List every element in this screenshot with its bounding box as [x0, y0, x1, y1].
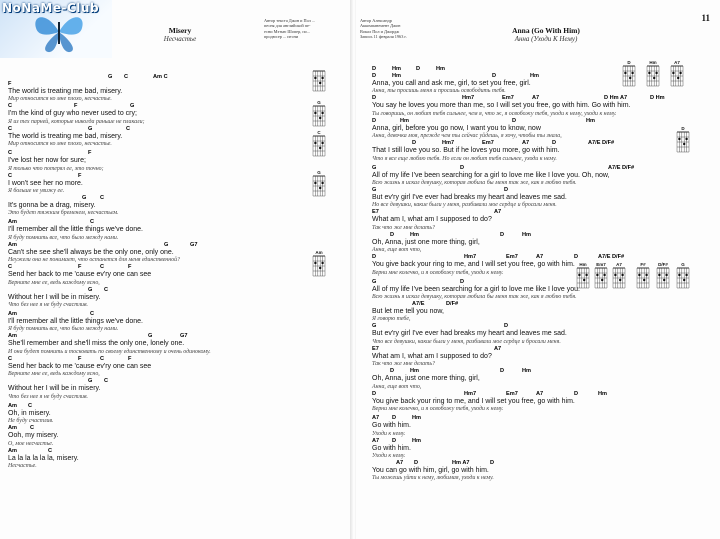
chord-label: C — [100, 195, 105, 202]
chord-diagram-label: Am — [315, 250, 323, 255]
chord-label: Hm7 — [464, 254, 477, 261]
fretboard-grid — [576, 267, 590, 289]
chord-label: Am — [8, 311, 18, 318]
fretboard-grid — [312, 135, 326, 157]
chord-row — [372, 323, 672, 330]
lyric-line-en: That I still love you so. But if he loves you more, go with him. — [372, 147, 560, 155]
chord-label: F — [78, 355, 82, 362]
chord-label: C — [48, 447, 53, 454]
chord-row — [8, 264, 298, 271]
lyric-line-en: But let me tell you now, — [372, 308, 444, 316]
chord-row — [8, 425, 298, 432]
chord-label: Hm — [586, 117, 596, 124]
lyric-line-ru: О, мое несчастье. — [8, 440, 54, 447]
chord-diagram — [676, 262, 690, 294]
chord-label: Am — [8, 402, 18, 409]
chord-label: Hm — [392, 73, 402, 79]
chord-label: Em7 — [502, 95, 514, 102]
right-credits — [360, 18, 407, 40]
chord-label: A7 — [396, 459, 404, 466]
lyric-line-ru: Что я все еще люблю тебя. Но если он любит тебя сильнее, уходи к нему. — [372, 155, 557, 162]
chord-diagram — [312, 130, 326, 162]
chord-diagram — [636, 262, 650, 294]
lyric-line-en: I'll remember all the little things we've done. — [8, 318, 143, 326]
chord-label: G — [372, 164, 377, 171]
lyric-line-ru: Ты можешь уйти к нему, любимая, уходи к нему. — [372, 475, 494, 482]
chord-label: G7 — [190, 241, 198, 248]
chord-label: A7/E — [412, 301, 425, 308]
chord-label: D — [372, 117, 377, 124]
chord-diagram-label: G — [317, 170, 321, 175]
chord-diagram — [676, 126, 690, 158]
chord-label: C — [90, 219, 95, 226]
chord-diagram — [656, 262, 670, 294]
chord-label: A7/E D/F# — [608, 164, 635, 171]
credit-line: Запись 11 февраля 1963 г. — [360, 34, 407, 40]
chord-row — [8, 242, 298, 249]
chord-label: D Hm — [650, 95, 665, 102]
lyric-line-en: You can go with him, girl, go with him. — [372, 466, 489, 474]
site-logo[interactable] — [0, 0, 112, 58]
chord-label: C — [30, 425, 35, 432]
chord-diagram-label: D — [627, 60, 631, 65]
lyric-line-en: Can't she see she'll always be the only one, only one. — [8, 248, 174, 256]
stanza-gap — [372, 482, 672, 484]
lyric-line-en: All of my life I've been searching for a girl to love me like I love you. — [372, 285, 580, 293]
lyric-line-ru: Мир относится ко мне плохо, несчастье. — [8, 141, 112, 148]
chord-label: C — [28, 402, 33, 409]
fretboard-grid — [622, 65, 636, 87]
chord-label: D — [512, 117, 517, 124]
lyric-line-ru: Анна, еще вот что, — [372, 247, 422, 254]
chord-label: D — [372, 66, 377, 72]
chord-diagram — [646, 60, 660, 92]
chord-label: C — [8, 355, 13, 362]
lyric-line-ru: Неужели она не понимает, что останется для меня единственной? — [8, 257, 180, 264]
chord-label: C — [8, 103, 13, 110]
credit-line: Автор Александр — [360, 18, 392, 23]
butterfly-icon — [30, 8, 88, 56]
chord-label: G — [372, 323, 377, 330]
lyric-line-ru: Уходи к нему. — [372, 452, 406, 459]
chord-label: A7 — [372, 437, 380, 444]
chord-row — [8, 403, 298, 410]
credit-line: песня для английской пе- — [264, 23, 311, 29]
chord-diagram — [670, 60, 684, 92]
lyric-line-ru: Что без нее я не буду счастлив. — [8, 302, 89, 309]
chord-label: D — [574, 254, 579, 261]
lyric-line-ru: Мир относится ко мне плохо, несчастье. — [8, 96, 112, 103]
lyric-line-ru: Так что же мне делать? — [372, 224, 435, 231]
chord-label: G — [148, 333, 153, 340]
chord-row — [372, 368, 672, 375]
chord-row — [8, 103, 298, 110]
chord-row — [8, 74, 298, 81]
chord-label: C — [126, 125, 131, 132]
chord-diagram-label: A7 — [674, 60, 680, 65]
chord-label: Hm — [530, 73, 540, 79]
chord-label: D — [460, 278, 465, 285]
lyric-line-ru: Анна, девочка моя, прежде чем ты сейчас уйдешь, я хочу, чтобы ты знала, — [372, 133, 562, 140]
chord-label: G — [82, 195, 87, 202]
chord-label: G — [130, 103, 135, 110]
logo-text: NoNaMe-Club — [2, 1, 100, 15]
chord-label: A7/E D/F# — [598, 254, 625, 261]
chord-label: F — [128, 264, 132, 271]
lyric-line-ru: Я буду помнить все, что было между нами. — [8, 234, 119, 241]
chord-row — [8, 356, 298, 363]
lyric-line-ru: Я больше не увижу ее. — [8, 188, 65, 195]
lyric-line-en: I'm the kind of guy who never used to cry; — [8, 110, 137, 118]
chord-row — [372, 301, 672, 308]
fretboard-grid — [676, 267, 690, 289]
chord-label: Hm A7 — [452, 459, 470, 466]
lyric-line-ru: Что все девушки, какие были у меня, разбивали мое сердце и бросали меня. — [372, 338, 561, 345]
chord-row — [8, 81, 298, 88]
chord-label: Hm — [392, 66, 402, 72]
chord-label: D — [390, 231, 395, 238]
lyric-line-en: I won't see her no more. — [8, 179, 83, 187]
chord-label: Hm — [412, 415, 422, 422]
lyric-line-en: But ev'ry girl I've ever had breaks my heart and leaves me sad. — [372, 194, 567, 202]
chord-label: A7 — [536, 254, 544, 261]
chord-row — [372, 346, 672, 353]
chord-label: Hm7 — [462, 95, 475, 102]
chord-label: Em7 — [506, 390, 518, 397]
lyric-line-ru: Ты говоришь, он любит тебя сильнее, чем я, что ж, я освобожу тебя, уходи к нему, уходи к нему. — [372, 110, 617, 117]
chord-row — [372, 118, 672, 125]
fretboard-grid — [676, 131, 690, 153]
chord-diagram-label: Hm — [579, 262, 587, 267]
chord-row — [8, 150, 298, 157]
chord-label: F — [128, 355, 132, 362]
lyric-line-en: All of my life I've been searching for a girl to love me like I love you. Oh, now, — [372, 171, 610, 179]
lyric-line-ru: Так что же мне делать? — [372, 361, 435, 368]
chord-label: A7/E D/F# — [588, 140, 615, 147]
lyric-line-en: I've lost her now for sure; — [8, 157, 86, 165]
chord-diagram-label: A7 — [616, 262, 622, 267]
chord-diagram-label: F# — [640, 262, 646, 267]
chord-label: F — [74, 103, 78, 110]
chord-diagram — [312, 250, 326, 282]
chord-label: D — [390, 368, 395, 375]
lyric-line-en: Send her back to me 'cause ev'ry one can see — [8, 271, 152, 279]
chord-label: A7 — [494, 209, 502, 216]
lyric-line-ru: Уходи к нему. — [372, 430, 406, 437]
chord-label: G — [372, 187, 377, 194]
chord-row — [372, 187, 672, 194]
chord-label: Em7 — [482, 140, 494, 147]
lyric-line-en: Send her back to me 'cause ev'ry one can see — [8, 362, 152, 370]
chord-label: C — [8, 150, 13, 157]
chord-label: D — [412, 140, 417, 147]
lyric-line-ru: Я из тех парней, которые никогда раньше не плакали; — [8, 118, 145, 125]
chord-label: G7 — [180, 333, 188, 340]
left-credits — [264, 18, 315, 40]
chord-diagram-label: D — [681, 126, 685, 131]
chord-label: D — [500, 368, 505, 375]
chord-label: Hm7 — [464, 390, 477, 397]
lyric-line-en: What am I, what am I supposed to do? — [372, 216, 492, 224]
chord-label: Am — [8, 333, 18, 340]
page-number: 11 — [701, 13, 710, 23]
credit-line: продюсер ... песни — [264, 34, 299, 40]
chord-label: C — [90, 311, 95, 318]
fretboard-grid — [312, 255, 326, 277]
chord-label: A7 — [372, 415, 380, 422]
song-title-en: Anna (Go With Him) — [512, 26, 580, 35]
chord-diagram — [622, 60, 636, 92]
lyric-line-en: Oh, in misery. — [8, 409, 51, 417]
chord-label: D — [392, 437, 397, 444]
chord-label: D — [574, 390, 579, 397]
chord-label: D — [552, 140, 557, 147]
chord-label: Em7 — [506, 254, 518, 261]
lyric-line-ru: Верни мне колечко, и я освобожу тебя, уходи к нему. — [372, 269, 504, 276]
chord-row — [8, 287, 298, 294]
chord-label: Hm — [522, 368, 532, 375]
song-title-ru: Анна (Уходи К Нему) — [514, 35, 578, 43]
chord-label: A7 — [532, 95, 540, 102]
chord-label: C — [104, 378, 109, 385]
fretboard-grid — [594, 267, 608, 289]
chord-label: D Hm A7 — [604, 95, 628, 102]
chord-label: D — [490, 459, 495, 466]
lyric-line-en: You give back your ring to me, and I will set you free, go with him. — [372, 261, 575, 269]
chord-row — [372, 165, 672, 172]
chord-row — [8, 311, 298, 318]
lyric-line-en: I'll remember all the little things we've done. — [8, 226, 143, 234]
fretboard-grid — [670, 65, 684, 87]
chord-label: E7 — [372, 209, 379, 216]
credit-line: Аккомпанемент Джон — [360, 23, 401, 29]
left-song-title — [130, 26, 230, 43]
chord-label: D — [416, 66, 421, 72]
lyric-line-en: Anna, you call and ask me, girl, to set you free, girl. — [372, 80, 531, 87]
chord-label: G — [88, 125, 93, 132]
right-lyrics — [372, 66, 672, 484]
lyric-line-ru: Не буду счастлив. — [8, 418, 54, 425]
right-song-title — [476, 26, 616, 43]
chord-label: Hm — [598, 390, 608, 397]
lyric-line-en: La la la la la la, misery. — [8, 454, 79, 462]
chord-row — [372, 232, 672, 239]
chord-label: C — [8, 172, 13, 179]
chord-label: Hm — [410, 368, 420, 375]
lyric-line-en: You give back your ring to me, and I will set you free, go with him. — [372, 397, 575, 405]
chord-row — [372, 415, 672, 422]
fretboard-grid — [636, 267, 650, 289]
chord-label: Am — [8, 425, 18, 432]
chord-label: D — [460, 164, 465, 171]
chord-label: D — [372, 390, 377, 397]
chord-label: F — [78, 172, 82, 179]
chord-label: D — [414, 459, 419, 466]
chord-label: D/F# — [446, 301, 459, 308]
chord-diagram-label: C — [317, 130, 321, 135]
chord-label: D — [372, 95, 377, 102]
lyric-line-en: Oh, Anna, just one more thing, girl, — [372, 238, 480, 246]
lyric-line-ru: Это будет тяжким бременем, несчастьем. — [8, 210, 119, 217]
lyric-line-ru: Анна, ты просишь меня и просишь освободить тебя. — [372, 88, 506, 95]
chord-diagram — [312, 70, 326, 97]
chord-label: Hm — [412, 437, 422, 444]
chord-label: A7 — [494, 345, 502, 352]
lyric-line-en: What am I, what am I supposed to do? — [372, 352, 492, 360]
chord-diagram-label: G — [317, 100, 321, 105]
left-lyrics — [8, 74, 298, 472]
credit-line: есни Мэтью Шопер, по... — [264, 28, 311, 34]
chord-diagram-label: D/F# — [658, 262, 668, 267]
lyric-line-ru: Всю жизнь я искал девушку, которая любила бы меня так же, как я люблю тебя. — [372, 180, 577, 187]
lyric-line-en: Ooh, my misery. — [8, 432, 59, 440]
chord-row — [8, 333, 298, 340]
lyric-line-ru: И она будет помнить и тосковать по своему единственному и очень одинокому. — [8, 348, 211, 355]
lyric-line-en: Without her I will be in misery. — [8, 293, 101, 301]
lyric-line-ru: Анна, еще вот что, — [372, 383, 422, 390]
chord-label: Hm — [410, 231, 420, 238]
lyric-line-en: The world is treating me bad, misery. — [8, 88, 123, 95]
lyric-line-ru: Я буду помнить все, что было между нами. — [8, 326, 119, 333]
chord-row — [372, 209, 672, 216]
lyric-line-ru: Верните мне ее, ведь каждому ясно, — [8, 371, 100, 378]
stanza-gap — [8, 470, 298, 472]
chord-row — [8, 126, 298, 133]
chord-label: Hm — [400, 117, 410, 124]
chord-label: Am — [8, 241, 18, 248]
chord-label: C — [100, 264, 105, 271]
lyric-line-en: Go with him. — [372, 444, 411, 452]
chord-row — [372, 254, 672, 261]
chord-label: G — [372, 278, 377, 285]
chord-diagram-label: Hm — [649, 60, 657, 65]
chord-label: E7 — [372, 345, 379, 352]
chord-label: Am C — [153, 74, 168, 80]
lyric-line-en: Without her I will be in misery. — [8, 385, 101, 393]
lyric-line-en: It's gonna be a drag, misery. — [8, 202, 96, 210]
chord-row — [8, 195, 298, 202]
chord-label: D — [372, 254, 377, 261]
lyric-line-ru: Я говорю тебе, — [372, 316, 411, 323]
chord-label: C — [104, 286, 109, 293]
chord-label: Hm — [436, 66, 446, 72]
chord-diagram-label: G — [681, 262, 685, 267]
chord-label: Hm — [522, 231, 532, 238]
chord-label: D — [504, 187, 509, 194]
song-title-en: Misery — [168, 26, 192, 35]
song-title-ru: Несчастье — [163, 35, 197, 43]
chord-diagram — [594, 262, 608, 294]
lyric-line-ru: Я только что потерял ее, это точно; — [8, 165, 104, 172]
fretboard-grid — [612, 267, 626, 289]
left-page — [0, 0, 352, 539]
chord-row — [8, 219, 298, 226]
lyric-line-en: Anna, girl, before you go now, I want you to know, now — [372, 124, 541, 132]
fretboard-grid — [312, 105, 326, 127]
chord-label: D — [492, 73, 497, 79]
chord-label: D — [372, 73, 377, 79]
chord-label: G — [108, 74, 113, 80]
chord-label: Am — [8, 219, 18, 226]
chord-label: C — [124, 74, 129, 80]
chord-label: D — [500, 231, 505, 238]
chord-label: F — [88, 150, 92, 157]
chord-label: C — [8, 125, 13, 132]
lyric-line-en: Oh, Anna, just one more thing, girl, — [372, 375, 480, 383]
chord-label: G — [88, 286, 93, 293]
lyric-line-ru: Но все девушки, какие были у меня, разбивали мое сердце и бросали меня. — [372, 202, 557, 209]
chord-row — [8, 378, 298, 385]
chord-label: G — [88, 378, 93, 385]
chord-label: Hm7 — [442, 140, 455, 147]
chord-label: C — [100, 355, 105, 362]
chord-row — [372, 279, 672, 286]
credit-line: Автор текста Джон и Пол ... — [264, 18, 316, 23]
chord-label: A7 — [536, 390, 544, 397]
lyric-line-en: She'll remember and she'll miss the only one, lonely one. — [8, 340, 185, 348]
chord-label: Am — [8, 447, 18, 454]
lyric-line-ru: Несчастье. — [8, 462, 37, 469]
chord-label: C — [8, 264, 13, 271]
chord-row — [372, 460, 672, 467]
right-page — [356, 0, 720, 539]
fretboard-grid — [656, 267, 670, 289]
fretboard-grid — [312, 70, 326, 92]
chord-label: D — [392, 415, 397, 422]
chord-row — [372, 438, 672, 445]
chord-diagram — [576, 262, 590, 294]
lyric-line-en: Go with him. — [372, 422, 411, 430]
lyric-line-ru: Что без нее я не буду счастлив. — [8, 393, 89, 400]
lyric-line-ru: Верни мне колечко, и я освобожу тебя, уходи к нему. — [372, 406, 504, 413]
chord-row — [8, 173, 298, 180]
chord-row — [372, 95, 672, 102]
chord-row — [372, 140, 672, 147]
lyric-line-en: But ev'ry girl I've ever had breaks my heart and leaves me sad. — [372, 330, 567, 338]
chord-label: D — [504, 323, 509, 330]
chord-row — [8, 448, 298, 455]
chord-label: G — [164, 241, 169, 248]
chord-diagram — [312, 100, 326, 132]
lyric-line-en: You say he loves you more than me, so I will set you free, go with him. Go with him. — [372, 102, 631, 110]
chord-diagram — [612, 262, 626, 294]
chord-diagram — [312, 170, 326, 202]
lyric-line-ru: Всю жизнь я искал девушку, которая любила бы меня так же, как я люблю тебя. — [372, 294, 577, 301]
chord-label: F — [8, 81, 12, 87]
chord-label: A7 — [522, 140, 530, 147]
lyric-line-ru: Верните мне ее, ведь каждому ясно, — [8, 279, 100, 286]
chord-diagram-label: Em7 — [596, 262, 606, 267]
credit-line: Вокал Пол и Джордж — [360, 28, 400, 34]
fretboard-grid — [312, 175, 326, 197]
chord-row — [372, 391, 672, 398]
chord-label: F — [78, 264, 82, 271]
lyric-line-en: The world is treating me bad, misery. — [8, 132, 123, 140]
fretboard-grid — [646, 65, 660, 87]
